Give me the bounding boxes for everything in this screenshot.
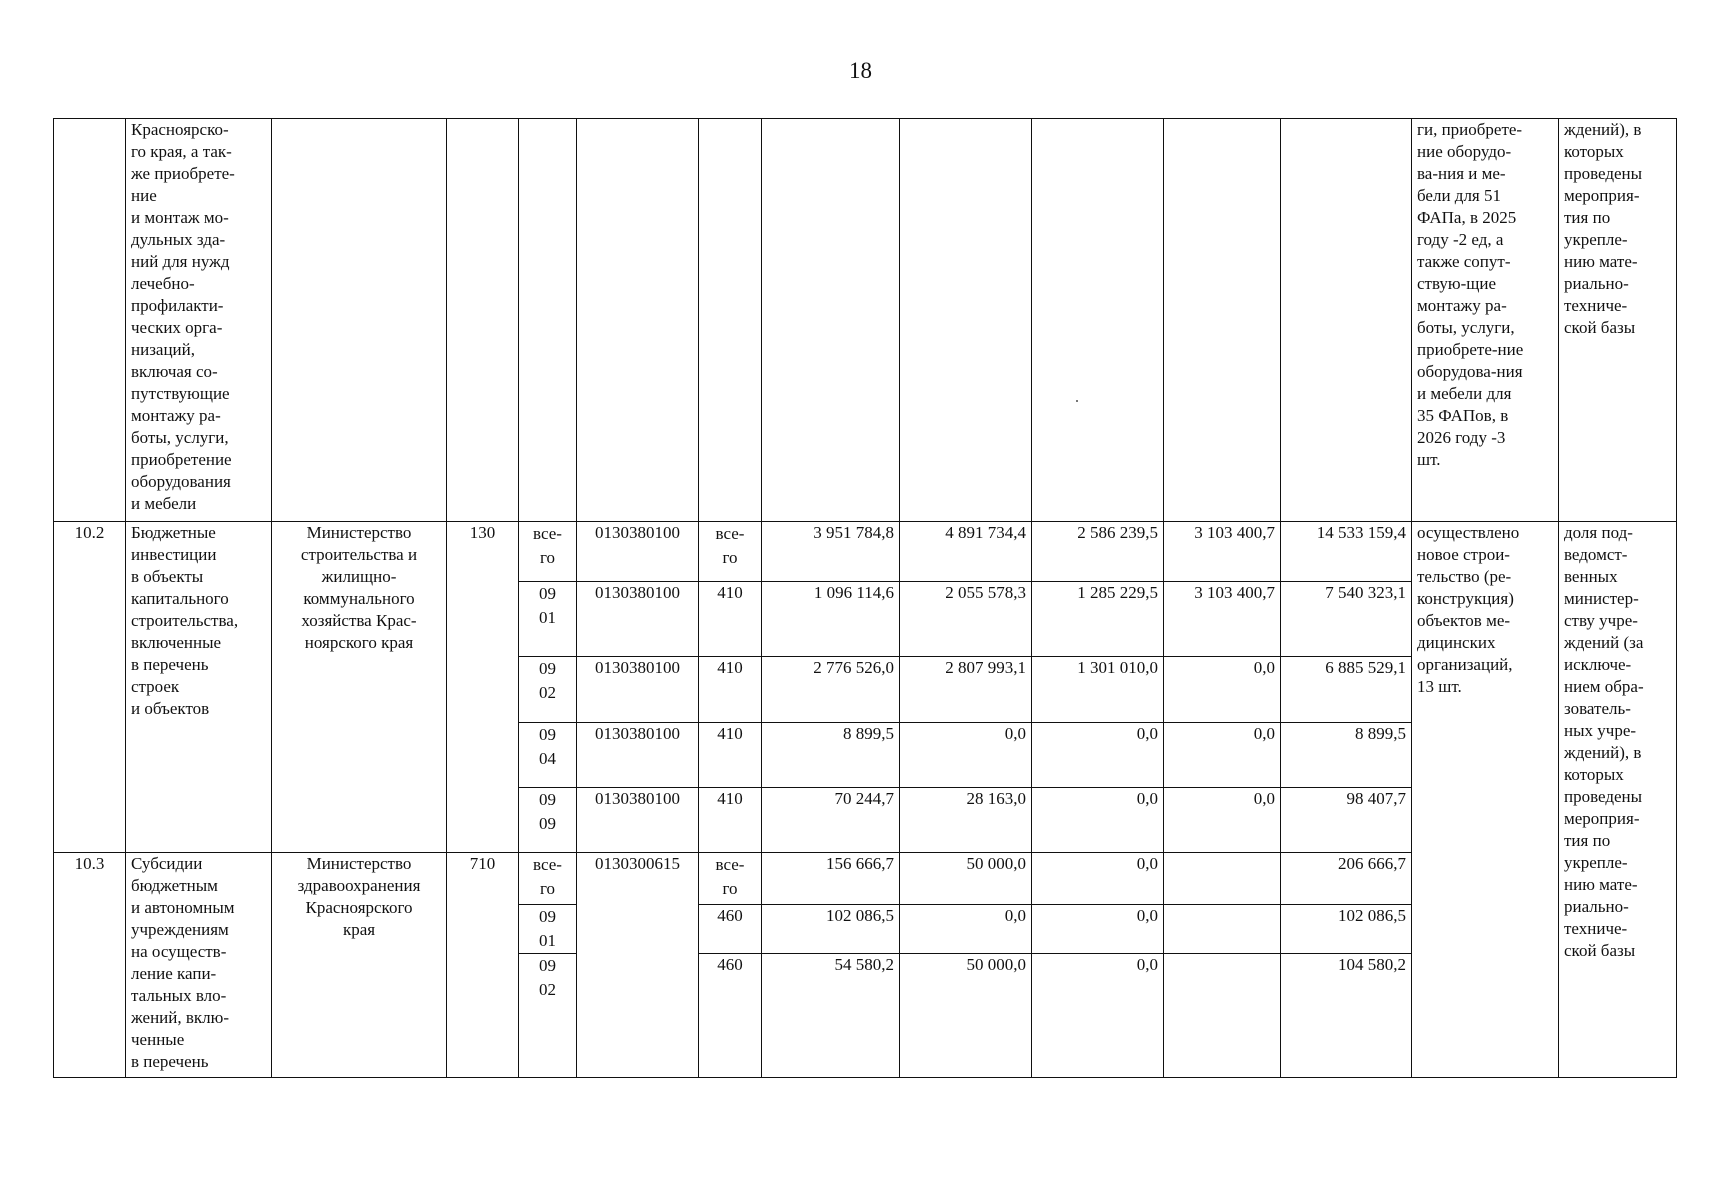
cell-vr: 410 [699,788,762,853]
cell-csr: 0130380100 [577,582,699,657]
cell-vr: 410 [699,582,762,657]
cell-total: 104 580,2 [1281,954,1412,1078]
scan-speck [1076,400,1078,402]
cell-v3: 2 586 239,5 [1032,522,1164,582]
cell-num: 10.3 [54,853,126,1078]
cell-rzpr: 09 09 [519,788,577,853]
cell-num [54,119,126,522]
cell-v1: 1 096 114,6 [762,582,900,657]
cell-rzpr: 09 01 [519,582,577,657]
cell-v2: 50 000,0 [900,954,1032,1078]
cell-v2: 28 163,0 [900,788,1032,853]
cell-rzpr: 09 01 [519,905,577,954]
cell-v1 [762,119,900,522]
cell-total: 206 666,7 [1281,853,1412,905]
cell-v3: 0,0 [1032,954,1164,1078]
cell-ministry [272,119,447,522]
cell-v2 [900,119,1032,522]
cell-rzpr: все- го [519,853,577,905]
page-number: 18 [849,58,872,83]
cell-rzpr: 09 02 [519,954,577,1078]
cell-v1: 8 899,5 [762,723,900,788]
cell-v4: 3 103 400,7 [1164,522,1281,582]
cell-vr: 410 [699,723,762,788]
cell-v1: 102 086,5 [762,905,900,954]
cell-indicator: доля под- ведомст- венных министер- ству учре- ждений (за исключе- нием обра- зователь- ных учре- ждений), в которых проведены мероприя- тия по укрепле- нию мате- риально- техниче- ской базы [1559,522,1677,1078]
cell-rzpr: 09 04 [519,723,577,788]
cell-total: 98 407,7 [1281,788,1412,853]
cell-v1: 54 580,2 [762,954,900,1078]
cell-total: 6 885 529,1 [1281,657,1412,723]
cell-activity-name: Красноярско- го края, а так- же приобрете- ние и монтаж мо- дульных зда- ний для нужд лечебно- профилакти- ческих орга- низаций, включая со- путствующие монтажу ра- боты, услуги, приобретение оборудования и мебели [126,119,272,522]
cell-v4 [1164,905,1281,954]
cell-vr: все- го [699,522,762,582]
cell-v3 [1032,119,1164,522]
cell-v2: 2 807 993,1 [900,657,1032,723]
cell-vr [699,119,762,522]
cell-csr: 0130380100 [577,522,699,582]
cell-csr: 0130300615 [577,853,699,1078]
cell-v3: 0,0 [1032,853,1164,905]
cell-csr: 0130380100 [577,723,699,788]
cell-v2: 50 000,0 [900,853,1032,905]
cell-num: 10.2 [54,522,126,853]
cell-v3: 0,0 [1032,723,1164,788]
cell-activity-name: Бюджетные инвестиции в объекты капитального строительства, включенные в перечень строек и объектов [126,522,272,853]
cell-v4: 3 103 400,7 [1164,582,1281,657]
cell-v1: 2 776 526,0 [762,657,900,723]
cell-total: 8 899,5 [1281,723,1412,788]
cell-vr: 410 [699,657,762,723]
cell-indicator: ждений), в которых проведены мероприя- тия по укрепле- нию мате- риально- техниче- ской базы [1559,119,1677,522]
cell-activity-name: Субсидии бюджетным и автономным учреждениям на осуществ- ление капи- тальных вло- жений, вклю- ченные в перечень [126,853,272,1078]
cell-v3: 1 285 229,5 [1032,582,1164,657]
cell-v4: 0,0 [1164,723,1281,788]
cell-v2: 0,0 [900,723,1032,788]
cell-v4 [1164,954,1281,1078]
cell-result: ги, приобрете- ние оборудо- ва-ния и ме- бели для 51 ФАПа, в 2025 году -2 ед, а также сопут- ствую-щие монтажу ра- боты, услуги, приобрете-ние оборудова-ния и мебели для 35 ФАПов, в 2026 году -3 шт. [1412,119,1559,522]
cell-vr: все- го [699,853,762,905]
cell-v1: 156 666,7 [762,853,900,905]
cell-total: 7 540 323,1 [1281,582,1412,657]
cell-v3: 0,0 [1032,788,1164,853]
cell-v4: 0,0 [1164,788,1281,853]
program-activities-table [53,118,1677,1078]
cell-v3: 0,0 [1032,905,1164,954]
cell-rzpr: 09 02 [519,657,577,723]
cell-v2: 2 055 578,3 [900,582,1032,657]
cell-grbs: 710 [447,853,519,1078]
cell-v4 [1164,853,1281,905]
cell-v1: 70 244,7 [762,788,900,853]
cell-rzpr: все- го [519,522,577,582]
cell-csr: 0130380100 [577,788,699,853]
cell-grbs: 130 [447,522,519,853]
table-row-continuation [54,119,1677,522]
cell-total: 102 086,5 [1281,905,1412,954]
cell-total [1281,119,1412,522]
cell-result: осуществлено новое строи- тельство (ре- конструкция) объектов ме- дицинских организаций, 13 шт. [1412,522,1559,1078]
cell-v2: 0,0 [900,905,1032,954]
cell-v4 [1164,119,1281,522]
cell-vr: 460 [699,905,762,954]
cell-ministry: Министерство здравоохранения Красноярского края [272,853,447,1078]
cell-csr [577,119,699,522]
cell-v2: 4 891 734,4 [900,522,1032,582]
cell-ministry: Министерство строительства и жилищно- коммунального хозяйства Крас- ноярского края [272,522,447,853]
cell-v1: 3 951 784,8 [762,522,900,582]
cell-v4: 0,0 [1164,657,1281,723]
table-row [54,522,1677,582]
cell-csr: 0130380100 [577,657,699,723]
cell-total: 14 533 159,4 [1281,522,1412,582]
cell-rzpr [519,119,577,522]
cell-v3: 1 301 010,0 [1032,657,1164,723]
cell-vr: 460 [699,954,762,1078]
cell-grbs [447,119,519,522]
